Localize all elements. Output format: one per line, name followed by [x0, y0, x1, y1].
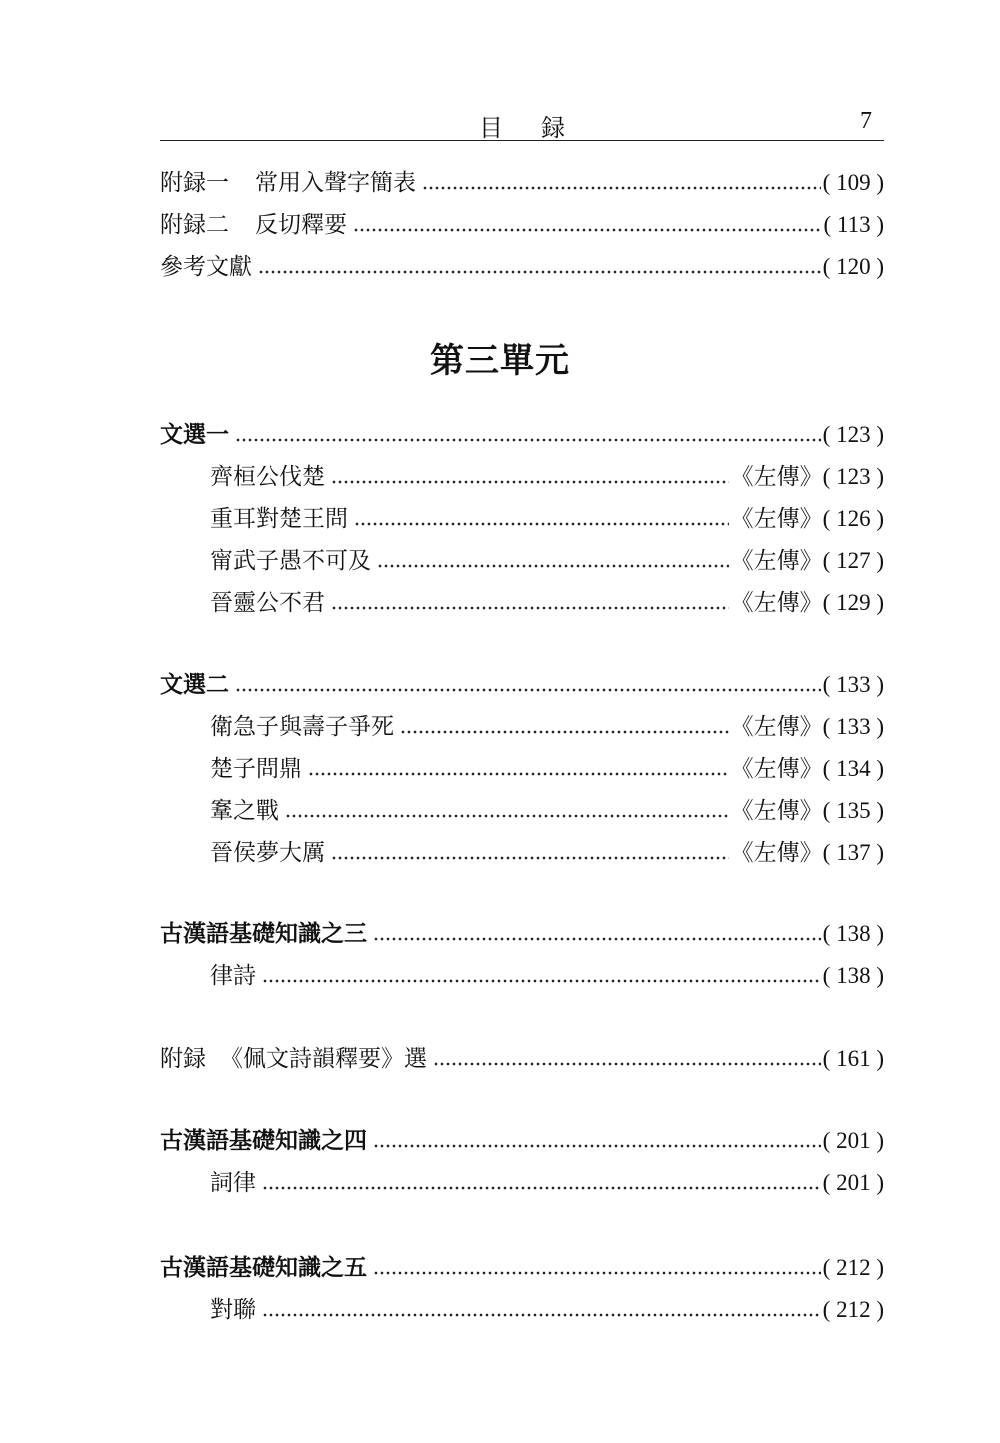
- entry-page: ( 135 ): [822, 798, 884, 823]
- dot-leader: [235, 688, 821, 692]
- entry-page: ( 138 ): [822, 963, 884, 988]
- entry-page: ( 129 ): [822, 590, 884, 615]
- entry-title: 重耳對楚王問: [210, 506, 348, 532]
- dot-leader: [331, 606, 729, 610]
- entry-page: ( 161 ): [822, 1046, 884, 1071]
- entry-page: ( 123 ): [822, 422, 884, 447]
- entry-source: 《左傳》: [730, 798, 823, 824]
- toc-subentry[interactable]: [210, 793, 884, 829]
- entry-label: 附録一: [160, 170, 229, 196]
- entry-page: ( 120 ): [822, 254, 884, 279]
- toc-entry-wenxuan-2[interactable]: [160, 667, 884, 703]
- entry-title: 古漢語基礎知識之三: [160, 921, 367, 947]
- entry-source: 《左傳》: [730, 548, 823, 574]
- entry-source: 《左傳》: [730, 714, 823, 740]
- toc-entry-references[interactable]: [160, 249, 884, 285]
- entry-source: 《左傳》: [730, 590, 823, 616]
- toc-entry-wenxuan-1[interactable]: [160, 417, 884, 453]
- entry-page: ( 138 ): [822, 921, 884, 946]
- header-title: 目録: [479, 114, 603, 142]
- dot-leader: [235, 438, 821, 442]
- toc-subentry[interactable]: [210, 709, 884, 745]
- dot-leader: [258, 270, 821, 274]
- entry-title: 衛急子與壽子爭死: [210, 714, 394, 740]
- entry-title: 反切釋要: [255, 212, 347, 238]
- entry-page: ( 126 ): [822, 506, 884, 531]
- entry-title: 詞律: [210, 1170, 256, 1196]
- entry-title: 文選二: [160, 672, 229, 698]
- toc-subentry[interactable]: [210, 501, 884, 537]
- entry-page: ( 212 ): [822, 1255, 884, 1280]
- entry-page: ( 212 ): [822, 1297, 884, 1322]
- dot-leader: [262, 1313, 821, 1317]
- running-header: [160, 108, 884, 141]
- dot-leader: [285, 814, 729, 818]
- entry-page: ( 201 ): [822, 1170, 884, 1195]
- toc-entry-appendix-2[interactable]: [160, 207, 884, 243]
- entry-page: ( 201 ): [822, 1128, 884, 1153]
- entry-page: ( 137 ): [822, 840, 884, 865]
- toc-entry-appendix-1[interactable]: [160, 165, 884, 201]
- dot-leader: [331, 480, 729, 484]
- dot-leader: [262, 1186, 821, 1190]
- unit-title: 第三單元: [430, 341, 570, 381]
- dot-leader: [433, 1062, 821, 1066]
- entry-title: 晉侯夢大厲: [210, 840, 325, 866]
- entry-title: 鞌之戰: [210, 798, 279, 824]
- entry-title: 古漢語基礎知識之五: [160, 1255, 367, 1281]
- dot-leader: [400, 730, 729, 734]
- entry-source: 《左傳》: [730, 464, 823, 490]
- entry-label: 附録二: [160, 212, 229, 238]
- toc-subentry[interactable]: [210, 835, 884, 871]
- toc-entry-knowledge-4[interactable]: [160, 1123, 884, 1159]
- entry-page: ( 133 ): [822, 714, 884, 739]
- entry-source: 《左傳》: [730, 840, 823, 866]
- toc-subentry[interactable]: [210, 459, 884, 495]
- entry-page: ( 127 ): [822, 548, 884, 573]
- toc-subentry[interactable]: [210, 1292, 884, 1328]
- dot-leader: [353, 228, 822, 232]
- dot-leader: [331, 856, 729, 860]
- dot-leader: [422, 186, 821, 190]
- dot-leader: [373, 1144, 821, 1148]
- entry-page: ( 133 ): [822, 672, 884, 697]
- entry-page: ( 134 ): [822, 756, 884, 781]
- toc-subentry[interactable]: [210, 1165, 884, 1201]
- entry-title: 楚子問鼎: [210, 756, 302, 782]
- toc-subentry[interactable]: [210, 958, 884, 994]
- entry-title: 常用入聲字簡表: [255, 170, 416, 196]
- entry-title: 甯武子愚不可及: [210, 548, 371, 574]
- toc-subentry[interactable]: [210, 751, 884, 787]
- entry-source: 《左傳》: [730, 506, 823, 532]
- dot-leader: [354, 522, 729, 526]
- toc-entry-knowledge-5[interactable]: [160, 1250, 884, 1286]
- entry-title: 《佩文詩韻釋要》選: [220, 1046, 427, 1072]
- entry-title: 晉靈公不君: [210, 590, 325, 616]
- dot-leader: [373, 937, 821, 941]
- toc-subentry[interactable]: [210, 585, 884, 621]
- entry-page: ( 113 ): [823, 212, 884, 237]
- entry-page: ( 109 ): [822, 170, 884, 195]
- toc-entry-knowledge-3[interactable]: [160, 916, 884, 952]
- dot-leader: [308, 772, 729, 776]
- entry-source: 《左傳》: [730, 756, 823, 782]
- entry-title: 律詩: [210, 963, 256, 989]
- entry-title: 對聯: [210, 1297, 256, 1323]
- toc-subentry[interactable]: [210, 543, 884, 579]
- entry-label: 附録: [160, 1046, 206, 1072]
- dot-leader: [262, 979, 821, 983]
- entry-title: 古漢語基礎知識之四: [160, 1128, 367, 1154]
- entry-title: 參考文獻: [160, 254, 252, 280]
- entry-title: 齊桓公伐楚: [210, 464, 325, 490]
- dot-leader: [373, 1271, 821, 1275]
- entry-title: 文選一: [160, 422, 229, 448]
- dot-leader: [377, 564, 729, 568]
- page-number: 7: [860, 108, 872, 134]
- entry-page: ( 123 ): [822, 464, 884, 489]
- toc-entry-appendix-peiwen[interactable]: [160, 1041, 884, 1077]
